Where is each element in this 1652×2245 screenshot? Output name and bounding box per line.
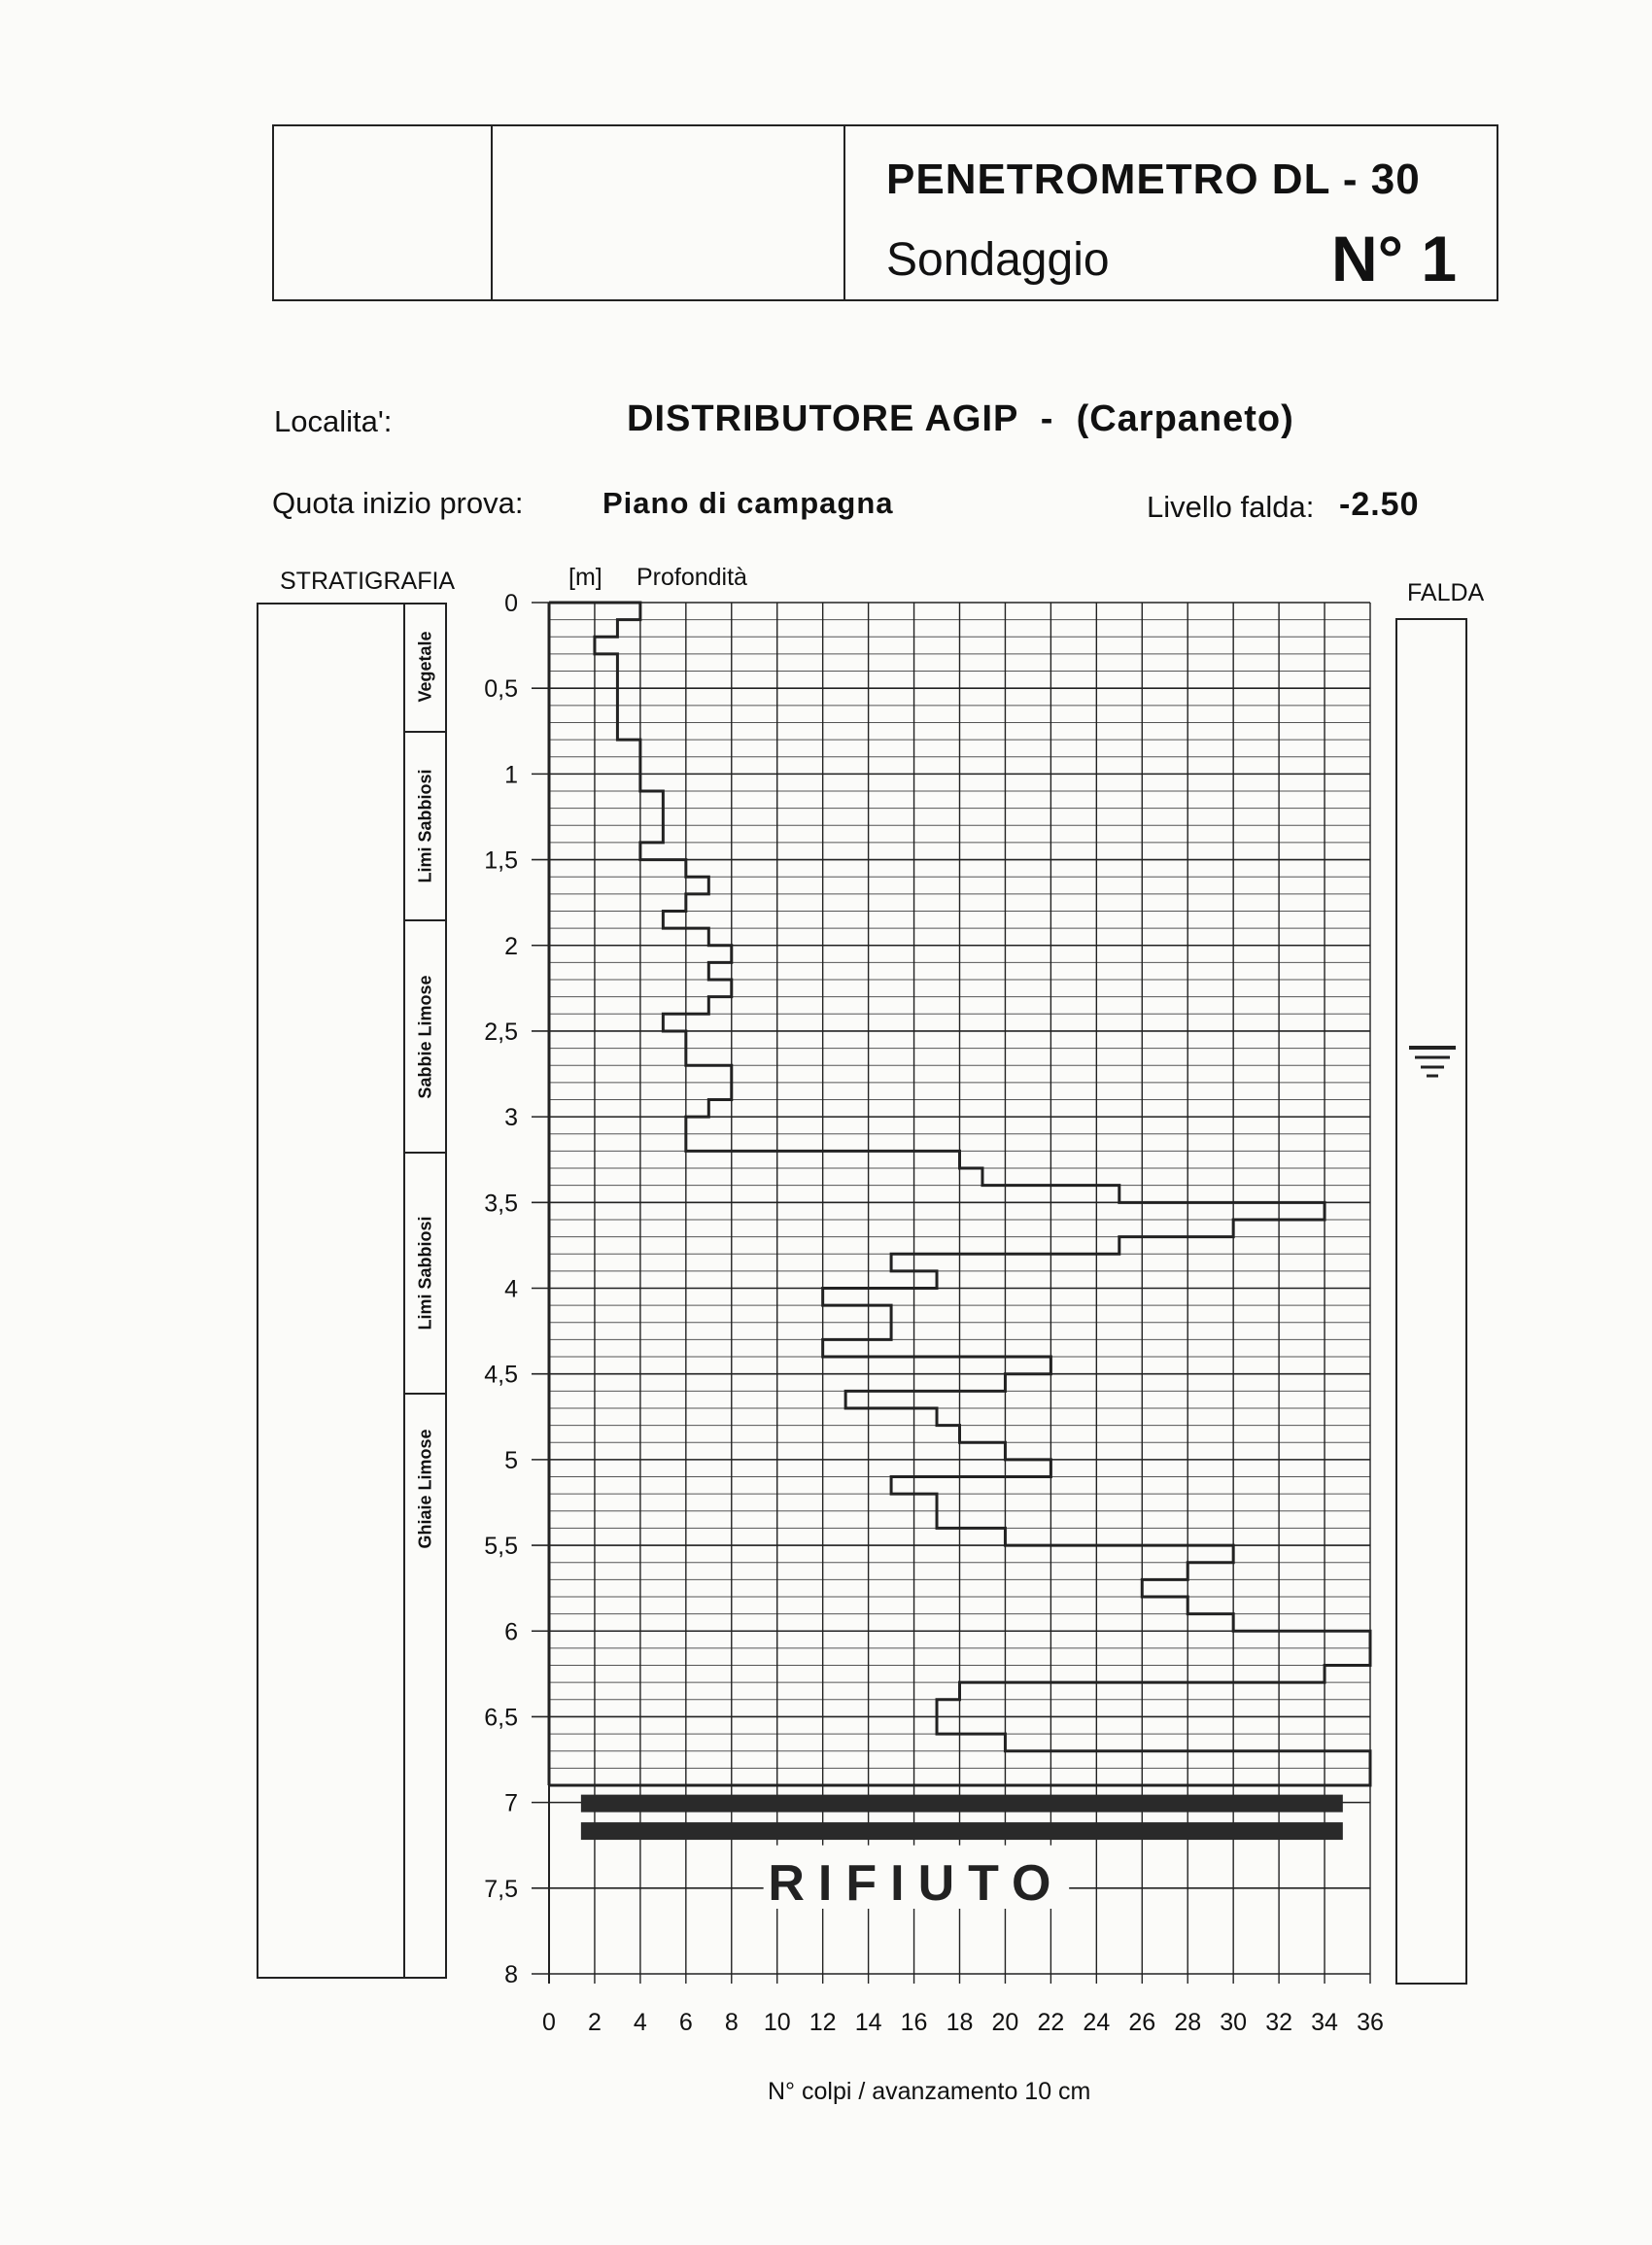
data-bar (549, 825, 663, 843)
data-bar (549, 1323, 891, 1340)
header-title: PENETROMETRO DL - 30 (886, 155, 1421, 203)
x-tick-label: 32 (1265, 2009, 1293, 2036)
data-bar (549, 672, 617, 689)
data-bar (549, 1099, 708, 1117)
y-tick-label: 4,5 (484, 1361, 518, 1389)
header-sondaggio-label: Sondaggio (886, 234, 1110, 286)
x-tick-label: 36 (1357, 2009, 1384, 2036)
quota-label: Quota inizio prova: (272, 486, 524, 520)
quota-value: Piano di campagna (602, 486, 894, 520)
header-number: N° 1 (1331, 223, 1458, 294)
y-tick-label: 0 (504, 590, 518, 617)
data-bar (549, 1271, 937, 1289)
data-bar (549, 791, 663, 809)
data-bar (549, 722, 617, 740)
depth-unit-label: [m] (568, 564, 602, 591)
data-bar (549, 1357, 1050, 1374)
data-bar (549, 1237, 1119, 1255)
x-tick-label: 24 (1083, 2009, 1111, 2036)
falda-level-value: -2.50 (1339, 486, 1420, 523)
localita-label: Localita': (274, 404, 393, 438)
refusal-bar-top (581, 1795, 1343, 1813)
x-tick-label: 0 (542, 2009, 556, 2036)
falda-title: FALDA (1407, 579, 1485, 606)
data-bar (549, 1716, 937, 1734)
y-tick-label: 2 (504, 932, 518, 960)
x-tick-label: 10 (763, 2009, 791, 2036)
data-bar (549, 894, 686, 912)
stratigrafia-layer-label: Limi Sabbiosi (415, 769, 435, 883)
stratigrafia-layer-label: Limi Sabbiosi (415, 1216, 435, 1330)
x-tick-label: 12 (809, 2009, 837, 2036)
refusal-bar-bottom (581, 1822, 1343, 1840)
y-tick-label: 7 (504, 1789, 518, 1817)
data-bar (549, 962, 708, 980)
data-bar (549, 1134, 686, 1152)
data-bar (549, 809, 663, 826)
x-tick-label: 4 (633, 2009, 647, 2036)
data-bar (549, 1151, 960, 1168)
x-tick-label: 2 (587, 2009, 602, 2036)
y-tick-label: 3 (504, 1104, 518, 1132)
data-bar (549, 1700, 937, 1717)
data-bar (549, 860, 686, 878)
data-bar (549, 637, 595, 654)
y-tick-label: 2,5 (484, 1018, 518, 1046)
x-tick-label: 30 (1220, 2009, 1248, 2036)
data-bar (549, 1511, 937, 1529)
data-bar (549, 1391, 845, 1408)
data-bar (549, 1494, 937, 1511)
y-tick-label: 8 (504, 1961, 518, 1988)
stratigrafia-layer-label: Ghiaie Limose (415, 1429, 435, 1549)
data-bar (549, 1305, 891, 1323)
stratigrafia-layer-label: Sabbie Limose (415, 975, 435, 1099)
y-tick-label: 0,5 (484, 675, 518, 704)
y-tick-label: 7,5 (484, 1875, 518, 1903)
data-bar (549, 1049, 686, 1066)
y-tick-label: 3,5 (484, 1190, 518, 1218)
data-bar (549, 1614, 1233, 1632)
data-bar (549, 1545, 1233, 1563)
x-tick-label: 8 (724, 2009, 739, 2036)
localita-value: DISTRIBUTORE AGIP - (Carpaneto) (627, 398, 1294, 439)
data-bar (549, 877, 708, 894)
data-bar (549, 928, 708, 946)
data-bar (549, 911, 663, 928)
depth-axis-title: Profondità (637, 564, 747, 591)
stratigrafia-layer-label: Vegetale (415, 631, 435, 703)
x-tick-label: 6 (678, 2009, 693, 2036)
y-tick-label: 5 (504, 1446, 518, 1474)
data-bar (549, 654, 617, 672)
stratigrafia-title: STRATIGRAFIA (280, 568, 456, 595)
y-tick-label: 5,5 (484, 1533, 518, 1561)
data-bar (549, 1014, 663, 1031)
x-tick-label: 34 (1311, 2009, 1338, 2036)
data-bar (549, 1186, 1119, 1203)
data-bar (549, 1220, 1233, 1237)
data-bar (549, 706, 617, 723)
data-bar (549, 1666, 1325, 1683)
y-tick-label: 6 (504, 1618, 518, 1646)
x-tick-label: 18 (946, 2009, 974, 2036)
y-tick-label: 1,5 (484, 846, 518, 875)
data-bar (549, 1579, 1142, 1597)
data-bar (549, 620, 617, 638)
data-bar (549, 1477, 891, 1495)
x-tick-label: 14 (854, 2009, 882, 2036)
data-bar (549, 1168, 982, 1186)
x-tick-label: 26 (1128, 2009, 1156, 2036)
data-bar (549, 1031, 686, 1049)
x-tick-label: 22 (1037, 2009, 1065, 2036)
data-bar (549, 1460, 1050, 1477)
data-bar (549, 997, 708, 1015)
x-axis-label: N° colpi / avanzamento 10 cm (768, 2078, 1091, 2105)
data-bar (549, 1408, 937, 1426)
data-bar (549, 1202, 1325, 1220)
data-bar (549, 1682, 960, 1700)
y-tick-label: 1 (504, 761, 518, 789)
data-bar (549, 1117, 686, 1134)
data-bar (549, 1254, 891, 1271)
data-bar (549, 688, 617, 706)
x-tick-label: 16 (900, 2009, 928, 2036)
x-tick-label: 28 (1174, 2009, 1202, 2036)
y-tick-label: 4 (504, 1275, 518, 1303)
falda-level-label: Livello falda: (1147, 490, 1315, 524)
refusal-label: RIFIUTO (768, 1855, 1065, 1913)
x-tick-label: 20 (991, 2009, 1019, 2036)
data-bar (549, 1426, 960, 1443)
y-tick-label: 6,5 (484, 1704, 518, 1732)
